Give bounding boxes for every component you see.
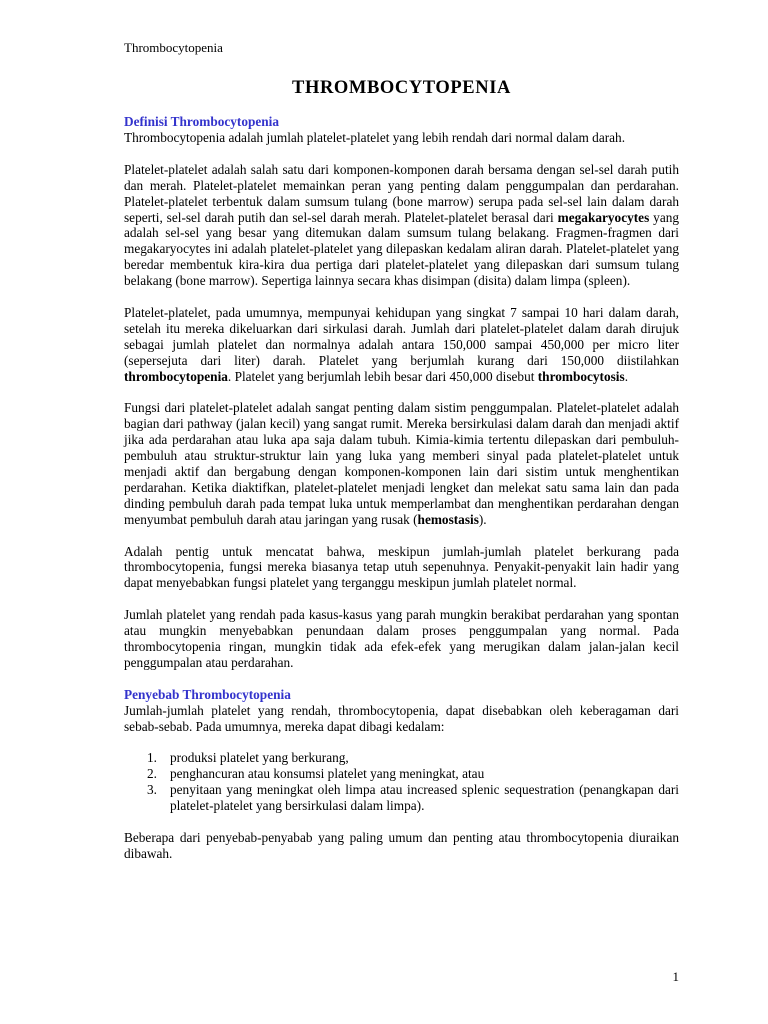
- list-item-text: produksi platelet yang berkurang,: [170, 750, 349, 766]
- text-run: ).: [478, 511, 487, 527]
- paragraph-platelet-origin: [124, 162, 679, 289]
- list-item: [124, 782, 679, 814]
- text-run: Platelet-platelet adalah salah satu dari komponen-komponen darah bersama dengan sel-sel darah putih dan merah. Platelet-platelet memainkan peran yang penting dalam penggumpalan dan perdarahan. Platelet-platelet terbentuk dalam sumsum tulang (bone marrow) serupa pada sel-sel lain dalam darah seperti, sel-sel darah putih dan sel-sel darah merah. Platelet-platelet berasal dari: [124, 161, 679, 225]
- list-item: [124, 750, 679, 766]
- list-item: [124, 766, 679, 782]
- document-title: THROMBOCYTOPENIA: [292, 78, 511, 98]
- list-number: 2.: [147, 766, 157, 782]
- causes-list: [124, 750, 679, 814]
- list-item-text: penghancuran atau konsumsi platelet yang meningkat, atau: [170, 766, 485, 782]
- text-run: Platelet-platelet, pada umumnya, mempunyai kehidupan yang singkat 7 sampai 10 hari dalam darah, setelah itu mereka dikeluarkan dari sirkulasi darah. Jumlah dari platelet-platelet dalam darah dirujuk sebagai jumlah platelet dan normalnya adalah antara 150,000 sampai 450,000 per micro liter (sepersejuta dari liter) darah. Platelet yang berjumlah kurang dari 150,000 diistilahkan: [124, 304, 679, 368]
- text-run: . Platelet yang berjumlah lebih besar dari 450,000 disebut: [227, 368, 538, 384]
- section-heading-definisi: Definisi Thrombocytopenia: [124, 114, 280, 129]
- document-page: [124, 0, 679, 1024]
- bold-term-thrombocytosis: thrombocytosis: [537, 368, 625, 384]
- paragraph-causes-intro: Jumlah-jumlah platelet yang rendah, thrombocytopenia, dapat disebabkan oleh keberagaman dari sebab-sebab. Pada umumnya, mereka dapat dibagi kedalam:: [124, 702, 679, 734]
- section-heading-penyebab: Penyebab Thrombocytopenia: [124, 686, 291, 702]
- text-run: .: [624, 368, 629, 384]
- paragraph-definition: Thrombocytopenia adalah jumlah platelet-platelet yang lebih rendah dari normal dalam darah.: [124, 130, 626, 145]
- running-header: Thrombocytopenia: [124, 40, 223, 55]
- list-item-text: penyitaan yang meningkat oleh limpa atau increased splenic sequestration (penangkapan dari platelet-platelet yang bersirkulasi dalam limpa).: [170, 782, 679, 814]
- paragraph-platelet-count: [124, 305, 679, 385]
- page-number: 1: [672, 969, 679, 984]
- text-run: Fungsi dari platelet-platelet adalah sangat penting dalam sistim penggumpalan. Platelet-platelet adalah bagian dari pathway (jalan kecil) yang sangat rumit. Mereka bersirkulasi dalam darah dan menjadi aktif jika ada perdarahan atau luka apa saja dalam tubuh. Kimia-kimia tertentu dilepaskan dari pembuluh-pembuluh atau struktur-struktur lain yang luka yang memberi sinyal pada platelet-platelet untuk menjadi aktif dan bergabung dengan komponen-komponen lain dari sistim untuk menghentikan perdarahan. Ketika diaktifkan, platelet-platelet menjadi lengket dan melekat satu sama lain dan pada dinding pembuluh darah pada tempat luka untuk memperlambat dan menghentikan perdarahan dengan menyumbat pembuluh darah atau jaringan yang rusak (: [124, 400, 679, 527]
- text-run: yang adalah sel-sel yang besar yang ditemukan dalam sumsum tulang belakang. Fragmen-fragmen dari megakaryocytes ini adalah platelet-platelet yang dilepaskan kedalam aliran darah. Platelet-platelet yang beredar membentuk kira-kira dua pertiga dari platelet-platelet yang dilepaskan dari sumsum tulang belakang (bone marrow). Sepertiga lainnya secara khas disimpan (disita) dalam limpa (spleen).: [124, 209, 680, 289]
- paragraph-causes-closing: Beberapa dari penyebab-penyabab yang paling umum dan penting atau thrombocytopenia diuraikan dibawah.: [124, 829, 679, 861]
- list-number: 3.: [147, 782, 157, 798]
- list-number: 1.: [147, 750, 157, 766]
- document-body: [124, 114, 679, 878]
- bold-term-thrombocytopenia: thrombocytopenia: [124, 368, 228, 384]
- paragraph-platelet-function: [124, 400, 679, 527]
- paragraph-platelet-note: Adalah pentig untuk mencatat bahwa, meskipun jumlah-jumlah platelet berkurang pada thrombocytopenia, fungsi mereka biasanya tetap utuh sepenuhnya. Penyakit-penyakit lain hadir yang dapat menyebabkan fungsi platelet yang terganggu meskipun jumlah platelet normal.: [124, 543, 679, 591]
- paragraph-low-count-effects: Jumlah platelet yang rendah pada kasus-kasus yang parah mungkin berakibat perdarahan yang spontan atau mungkin menyebabkan penundaan dalam proses penggumpalan yang normal. Pada thrombocytopenia ringan, mungkin tidak ada efek-efek yang merugikan dalam jalan-jalan kecil penggumpalan atau perdarahan.: [124, 607, 679, 670]
- bold-term-megakaryocytes: megakaryocytes: [557, 209, 650, 225]
- bold-term-hemostasis: hemostasis: [417, 511, 479, 527]
